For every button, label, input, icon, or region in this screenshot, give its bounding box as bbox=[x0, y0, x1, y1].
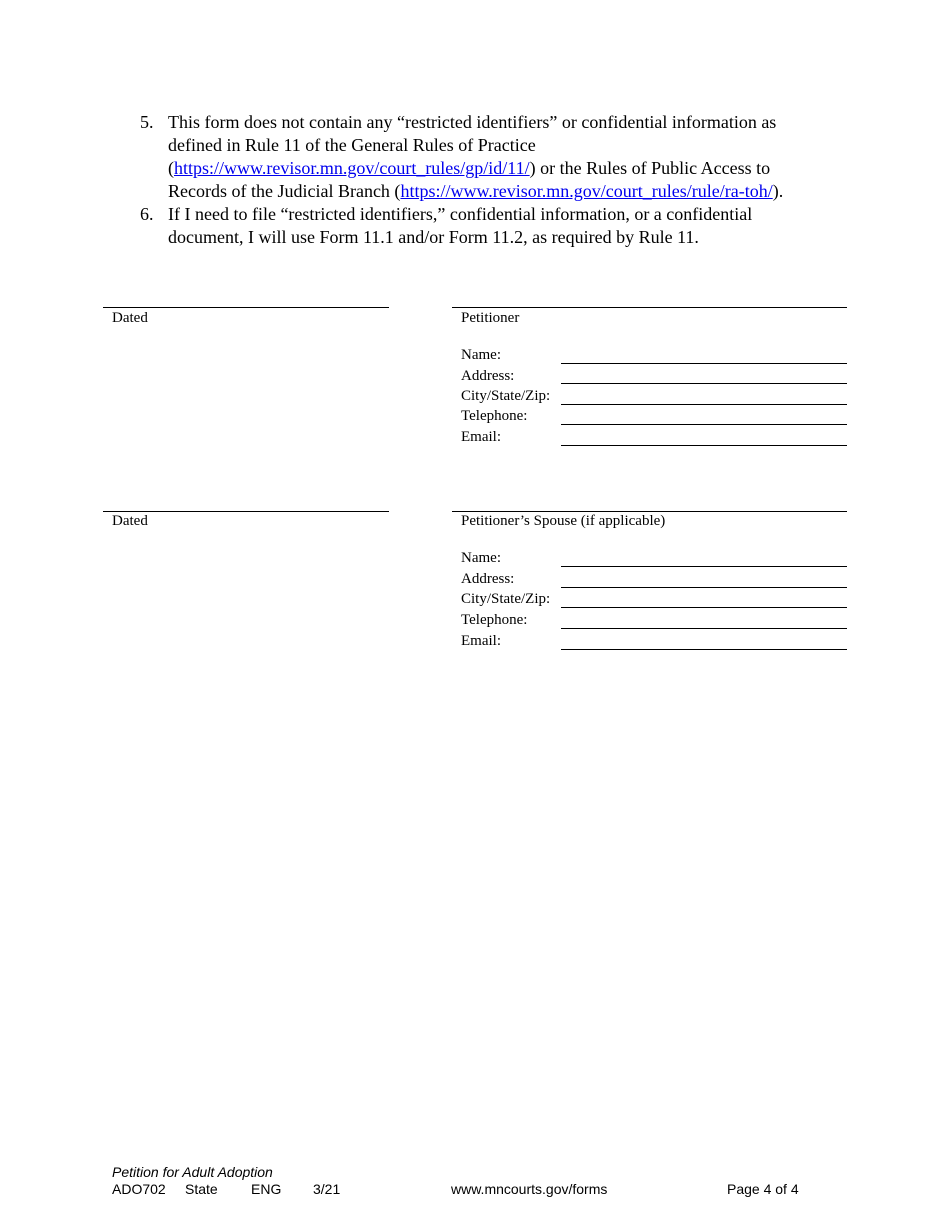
footer-language: ENG bbox=[251, 1181, 282, 1197]
address-label: Address: bbox=[461, 368, 515, 384]
footer-revision: 3/21 bbox=[313, 1181, 341, 1197]
spouse-address-field[interactable] bbox=[561, 587, 847, 588]
spouse-name-field[interactable] bbox=[561, 566, 847, 567]
city-state-zip-label: City/State/Zip: bbox=[461, 388, 551, 404]
footer-form-code: ADO702 bbox=[112, 1181, 166, 1197]
statement-line: document, I will use Form 11.1 and/or Form 11.2, as required by Rule 11. bbox=[168, 227, 699, 247]
statement-text bbox=[168, 111, 820, 203]
petitioner-email-field[interactable] bbox=[561, 445, 847, 446]
telephone-label: Telephone: bbox=[461, 408, 528, 424]
statement-text bbox=[168, 203, 820, 249]
statement-line: This form does not contain any “restricted identifiers” or confidential information as bbox=[168, 112, 777, 132]
address-label: Address: bbox=[461, 571, 515, 587]
spouse-email-field[interactable] bbox=[561, 649, 847, 650]
city-state-zip-label: City/State/Zip: bbox=[461, 591, 551, 607]
telephone-label: Telephone: bbox=[461, 612, 528, 628]
footer-website: www.mncourts.gov/forms bbox=[451, 1181, 608, 1197]
statement-6 bbox=[140, 203, 820, 249]
statement-number: 5. bbox=[140, 112, 154, 132]
petitioner-telephone-field[interactable] bbox=[561, 424, 847, 425]
email-label: Email: bbox=[461, 633, 501, 649]
petitioner-label: Petitioner bbox=[461, 310, 520, 326]
statement-5 bbox=[140, 111, 820, 203]
email-label: Email: bbox=[461, 429, 501, 445]
public-access-rules-link[interactable]: https://www.revisor.mn.gov/court_rules/rule/ra-toh/ bbox=[400, 181, 773, 201]
footer-jurisdiction: State bbox=[185, 1181, 218, 1197]
statement-number: 6. bbox=[140, 204, 154, 224]
name-label: Name: bbox=[461, 347, 501, 363]
dated-signature-line[interactable] bbox=[103, 307, 389, 308]
dated-label: Dated bbox=[112, 310, 148, 326]
petitioner-address-field[interactable] bbox=[561, 383, 847, 384]
name-label: Name: bbox=[461, 550, 501, 566]
spouse-city-state-zip-field[interactable] bbox=[561, 607, 847, 608]
rule-11-link[interactable]: https://www.revisor.mn.gov/court_rules/gp/id/11/ bbox=[174, 158, 530, 178]
petitioner-signature-line[interactable] bbox=[452, 307, 847, 308]
statement-line: Records of the Judicial Branch (https://www.revisor.mn.gov/court_rules/rule/ra-toh/). bbox=[168, 181, 784, 201]
footer-page-number: Page 4 of 4 bbox=[727, 1181, 799, 1197]
spouse-telephone-field[interactable] bbox=[561, 628, 847, 629]
statement-line: (https://www.revisor.mn.gov/court_rules/gp/id/11/) or the Rules of Public Access to bbox=[168, 158, 771, 178]
statement-line: If I need to file “restricted identifiers,” confidential information, or a confidential bbox=[168, 204, 753, 224]
dated-label: Dated bbox=[112, 513, 148, 529]
spouse-label: Petitioner’s Spouse (if applicable) bbox=[461, 513, 666, 529]
footer-form-title: Petition for Adult Adoption bbox=[112, 1164, 273, 1180]
petitioner-city-state-zip-field[interactable] bbox=[561, 404, 847, 405]
petitioner-name-field[interactable] bbox=[561, 363, 847, 364]
statement-line: defined in Rule 11 of the General Rules of Practice bbox=[168, 135, 536, 155]
